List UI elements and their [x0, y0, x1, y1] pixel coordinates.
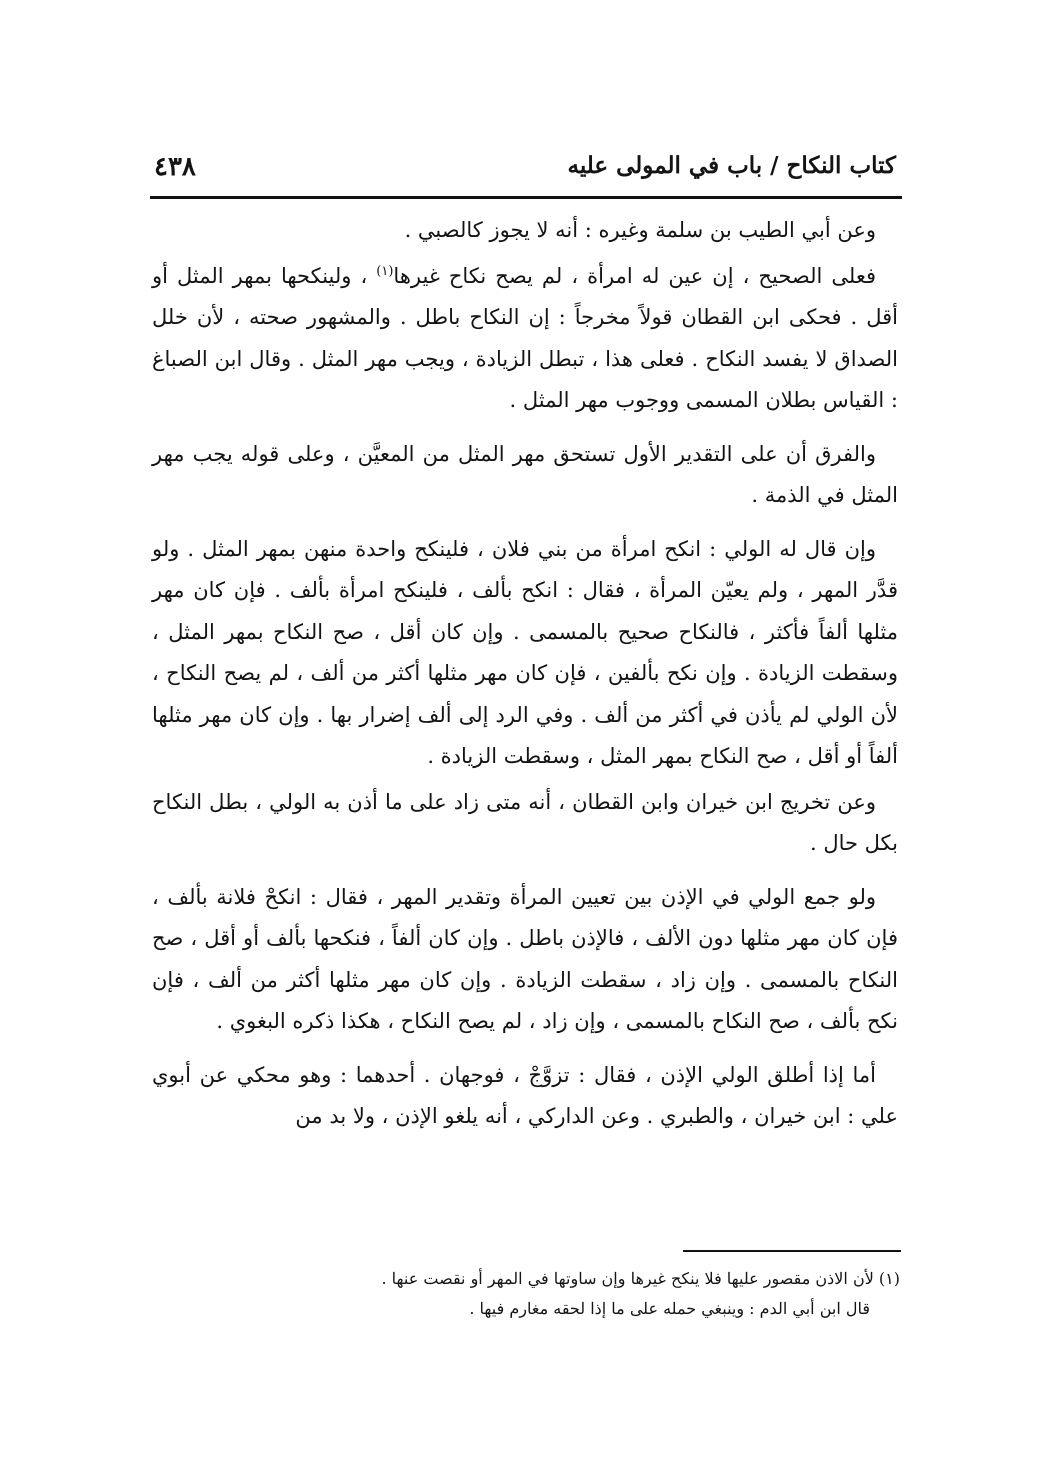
paragraph: ولو جمع الولي في الإذن بين تعيين المرأة وتقدير المهر ، فقال : انكحْ فلانة بألف ، فإن كان مهر مثلها دون الألف ، فالإذن باطل . وإن كان ألفاً ، فنكحها بألف أو أقل ، صح النكاح بالمسمى . وإن زاد ، سقطت الزيادة . وإن كان مهر مثلها أكثر من ألف ، فإن نكح بألف ، صح النكاح بالمسمى ، وإن زاد ، لم يصح النكاح ، هكذا ذكره البغوي . [152, 884, 898, 1033]
footnote-reference: (١) [376, 263, 394, 279]
footnote-rule [683, 1250, 901, 1252]
footnote-line: قال ابن أبي الدم : وينبغي حمله على ما إذا لحقه مغارم فيها . [469, 1299, 870, 1318]
paragraph: وعن أبي الطيب بن سلمة وغيره : أنه لا يجوز كالصبي . [404, 218, 876, 242]
paragraph [152, 256, 898, 422]
page-header [150, 150, 900, 190]
running-title: كتاب النكاح / باب في المولى عليه [567, 152, 896, 179]
paragraph-text: ، ولينكحها بمهر المثل أو أقل . فحكى ابن القطان قولاً مخرجاً : إن النكاح باطل . والمشهور صحته ، لأن خلل الصداق لا يفسد النكاح . فعلى هذا ، تبطل الزيادة ، ويجب مهر المثل . وقال ابن الصباغ : القياس بطلان المسمى ووجوب مهر المثل . [152, 263, 898, 412]
page-number: ٤٣٨ [154, 152, 196, 182]
paragraph-text: فعلى الصحيح ، إن عين له امرأة ، لم يصح نكاح غيرها [393, 263, 876, 288]
paragraph: والفرق أن على التقدير الأول تستحق مهر المثل من المعيَّن ، وعلى قوله يجب مهر المثل في الذمة . [152, 441, 898, 507]
header-rule [150, 196, 902, 199]
paragraph: وإن قال له الولي : انكح امرأة من بني فلان ، فلينكح واحدة منهن بمهر المثل . ولو قدَّر المهر ، ولم يعيّن المرأة ، فقال : انكح بألف ، فلينكح امرأة بألف . فإن كان مهر مثلها ألفاً فأكثر ، فالنكاح صحيح بالمسمى . وإن كان أقل ، صح النكاح بمهر المثل ، وسقطت الزيادة . وإن نكح بألفين ، فإن كان مهر مثلها أكثر من ألف ، لم يصح النكاح ، لأن الولي لم يأذن في أكثر من ألف . وفي الرد إلى ألف إضرار بها . وإن كان مهر مثلها ألفاً أو أقل ، صح النكاح بمهر المثل ، وسقطت الزيادة . [152, 536, 898, 768]
paragraph: أما إذا أطلق الولي الإذن ، فقال : تزوَّجْ ، فوجهان . أحدهما : وهو محكي عن أبوي علي : ابن خيران ، والطبري . وعن الداركي ، أنه يلغو الإذن ، ولا بد من [152, 1062, 898, 1128]
footnotes [300, 1264, 900, 1324]
paragraph: وعن تخريج ابن خيران وابن القطان ، أنه متى زاد على ما أذن به الولي ، بطل النكاح بكل حال . [152, 789, 898, 855]
main-text [152, 210, 898, 1150]
footnote-line: (١) لأن الاذن مقصور عليها فلا ينكح غيرها وإن ساوتها في المهر أو نقصت عنها . [381, 1269, 900, 1288]
